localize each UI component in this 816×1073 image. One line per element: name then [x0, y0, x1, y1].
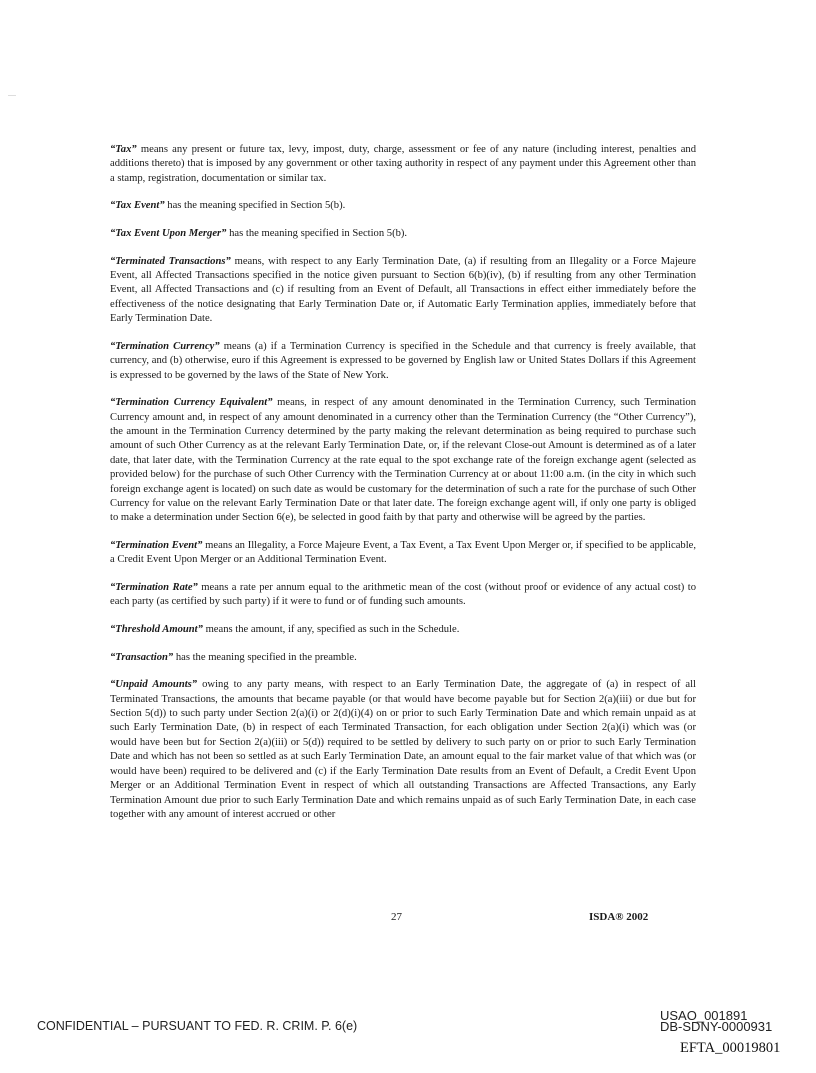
term: “Tax Event” — [110, 200, 165, 212]
definition-tax-event-upon-merger — [110, 227, 696, 241]
scan-artifact — [8, 95, 16, 96]
definition-text: means, in respect of any amount denominated in the Termination Currency, such Termination Currency amount and, in respect of any amount denominated in a currency other than the Termination Currency (the “Other Currency”), the amount in the Termination Currency determined by the party making the relevant determination as being required to purchase such amount of such Other Currency as at the relevant Early Termination Date, or, if the relevant Close-out Amount is determined as of a later date, that later date, with the Termination Currency at the rate equal to the spot exchange rate of the foreign exchange agent (selected as provided below) for the purchase of such Other Currency with the Termination Currency at or about 11:00 a.m. (in the city in which such foreign exchange agent is located) on such date as would be customary for the determination of such a rate for the purchase of such Other Currency for value on the relevant Early Termination Date or that later date. The foreign exchange agent will, if only one party is obliged to make a determination under Section 6(e), be selected in good faith by that party and otherwise will be agreed by the parties. — [110, 397, 696, 524]
definition-text: means the amount, if any, specified as such in the Schedule. — [202, 624, 460, 636]
term: “Threshold Amount” — [110, 624, 203, 636]
definition-text: owing to any party means, with respect to an Early Termination Date, the aggregate of (a) in respect of all Terminated Transactions, the amounts that became payable (or that would have become payable but for Section 2(a)(iii) or due but for Section 5(d)) to such party under Section 2(a)(i) or 2(d)(i)(4) on or prior to such Early Termination Date and which remain unpaid as at such Early Termination Date, (b) in respect of each Terminated Transaction, for each obligation under Section 2(a)(i) which was (or would have been but for Section 2(a)(iii) or 5(d)) required to be settled by delivery to such party on or prior to such Early Termination Date and which has not been so settled as at such Early Termination Date, an amount equal to the fair market value of that which was (or would have been) required to be delivered and (c) if the Early Termination Date results from an Event of Default, a Credit Event Upon Merger or an Additional Termination Event in respect of which all outstanding Transactions are Affected Transactions, any Early Termination Amount due prior to such Early Termination Date and which remains unpaid as of such Early Termination Date, in each case together with any amount of interest accrued or other — [110, 679, 696, 820]
definition-text: has the meaning specified in the preamble. — [173, 651, 357, 663]
term: “Unpaid Amounts” — [110, 679, 198, 691]
definition-text: means, with respect to any Early Termination Date, (a) if resulting from an Illegality or a Force Majeure Event, all Affected Transactions specified in the notice given pursuant to Section 6(b)(iv), (b) if resulting from any other Termination Event, all Affected Transactions and (c) if resulting from an Event of Default, all Transactions in effect either immediately before the effectiveness of the notice designating that Early Termination Date or, if Automatic Early Termination applies, immediately before that Early Termination Date. — [110, 255, 696, 325]
term: “Transaction” — [110, 651, 174, 663]
efta-number: EFTA_00019801 — [680, 1040, 781, 1056]
term: “Termination Currency Equivalent” — [110, 397, 273, 409]
definition-text: means a rate per annum equal to the arithmetic mean of the cost (without proof or evidence of any actual cost) to each party (as certified by such party) if it were to fund or of funding such amounts. — [110, 582, 696, 608]
definition-terminated-transactions — [110, 255, 696, 327]
definition-transaction — [110, 651, 696, 665]
definition-termination-currency-equivalent — [110, 396, 696, 526]
bates-db: DB-SDNY-0000931 — [660, 1019, 773, 1034]
definition-termination-currency — [110, 340, 696, 383]
term: “Termination Currency” — [110, 340, 220, 352]
definition-tax — [110, 143, 696, 186]
definition-termination-event — [110, 539, 696, 568]
definition-text: has the meaning specified in Section 5(b). — [226, 228, 408, 239]
definition-text: means (a) if a Termination Currency is specified in the Schedule and that currency is freely available, that currency, and (b) otherwise, euro if this Agreement is expressed to be governed by English law or United States Dollars if this Agreement is expressed to be governed by the laws of the State of New York. — [110, 340, 696, 381]
definition-text: has the meaning specified in Section 5(b). — [164, 200, 346, 212]
definition-tax-event — [110, 199, 696, 213]
term: “Termination Rate” — [110, 582, 198, 594]
bates-usao: USAO_001891 — [660, 1008, 748, 1023]
term: “Terminated Transactions” — [110, 255, 231, 267]
page-number: 27 — [391, 911, 402, 923]
document-label: ISDA® 2002 — [589, 911, 649, 923]
term: “Termination Event” — [110, 540, 203, 552]
definition-unpaid-amounts — [110, 678, 696, 822]
confidential-stamp: CONFIDENTIAL – PURSUANT TO FED. R. CRIM. P. 6(e) — [37, 1019, 358, 1033]
definition-termination-rate — [110, 581, 696, 610]
term: “Tax Event Upon Merger” — [110, 228, 227, 239]
definition-text: means an Illegality, a Force Majeure Event, a Tax Event, a Tax Event Upon Merger or, if specified to be applicable, a Credit Event Upon Merger or an Additional Termination Event. — [110, 540, 696, 566]
document-body — [110, 143, 696, 836]
definition-threshold-amount — [110, 623, 696, 637]
term: “Tax” — [110, 144, 137, 155]
definition-text: means any present or future tax, levy, impost, duty, charge, assessment or fee of any nature (including interest, penalties and additions thereto) that is imposed by any government or other taxing authority in respect of any payment under this Agreement other than a stamp, registration, documentation or similar tax. — [110, 144, 696, 184]
